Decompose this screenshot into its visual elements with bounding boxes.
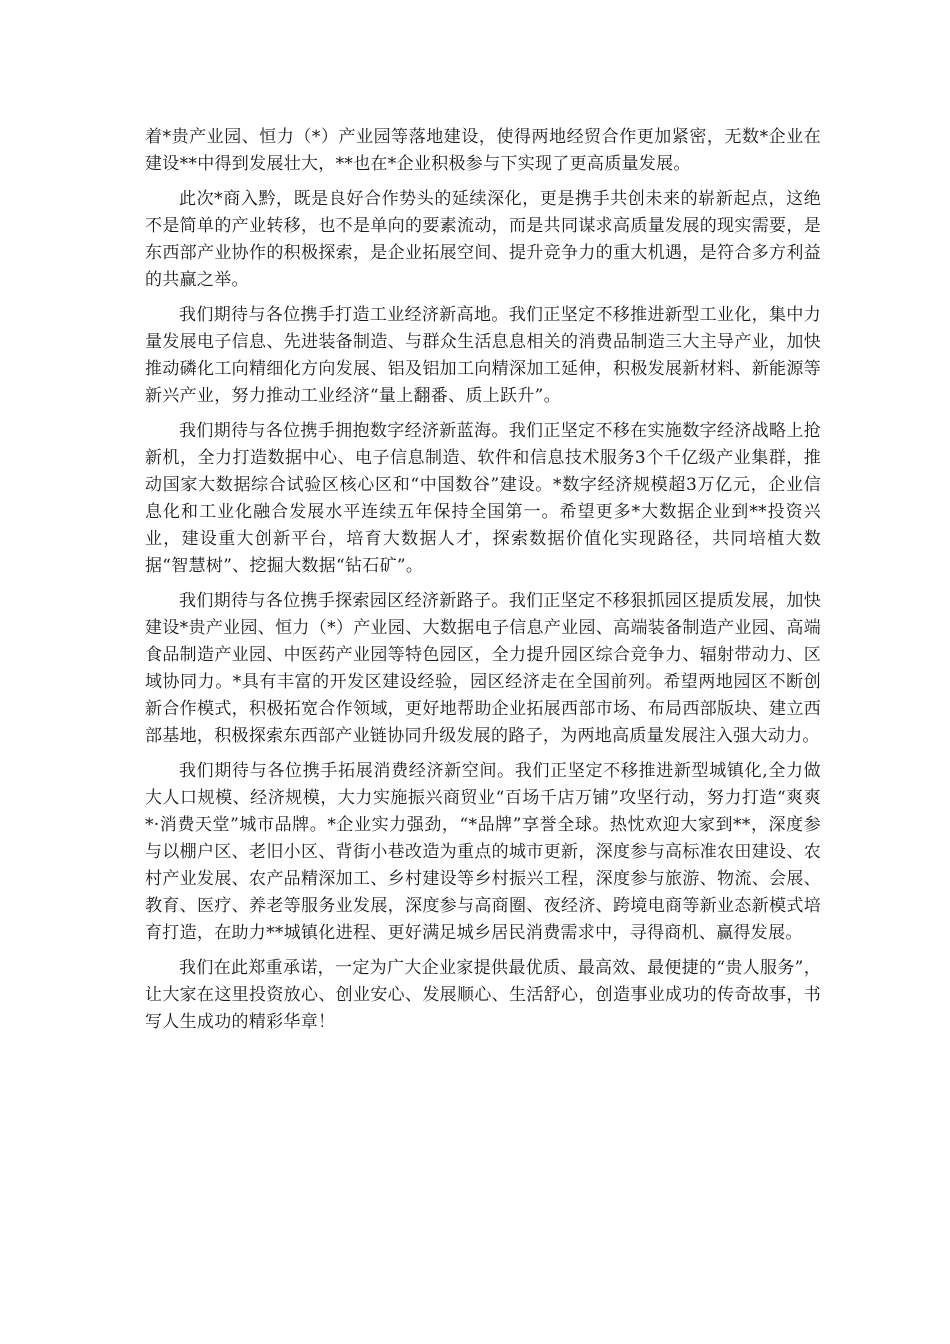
- paragraph-industrial-economy: 我们期待与各位携手打造工业经济新高地。我们正坚定不移推进新型工业化，集中力量发展电子信息、先进装备制造、与群众生活息息相关的消费品制造三大主导产业，加快推动磷化工向精细化方向发展、铝及铝加工向精深加工延伸，积极发展新材料、新能源等新兴产业，努力推动工业经济“量上翻番、质上跃升”。: [145, 305, 821, 406]
- paragraph-commitment: 我们在此郑重承诺，一定为广大企业家提供最优质、最高效、最便捷的“贵人服务”，让大家在这里投资放心、创业安心、发展顺心、生活舒心，创造事业成功的传奇故事，书写人生成功的精彩华章！: [145, 958, 821, 1032]
- paragraph-digital-economy: 我们期待与各位携手拥抱数字经济新蓝海。我们正坚定不移在实施数字经济战略上抢新机，全力打造数据中心、电子信息制造、软件和信息技术服务3个千亿级产业集群，推动国家大数据综合试验区核心区和“中国数谷”建设。*数字经济规模超3万亿元，企业信息化和工业化融合发展水平连续五年保持全国第一。希望更多*大数据企业到**投资兴业，建设重大创新平台，培育大数据人才，探索数据价值化实现路径，共同培植大数据“智慧树”、挖掘大数据“钻石矿”。: [145, 421, 821, 576]
- paragraph-park-economy: 我们期待与各位携手探索园区经济新路子。我们正坚定不移狠抓园区提质发展，加快建设*贵产业园、恒力（*）产业园、大数据电子信息产业园、高端装备制造产业园、高端食品制造产业园、中医药产业园等特色园区，全力提升园区综合竞争力、辐射带动力、区域协同力。*具有丰富的开发区建设经验，园区经济走在全国前列。希望两地园区不断创新合作模式，积极拓宽合作领域，更好地帮助企业拓展西部市场、布局西部版块、建立西部基地，积极探索东西部产业链协同升级发展的路子，为两地高质量发展注入强大动力。: [145, 591, 821, 746]
- paragraph-consumer-economy: 我们期待与各位携手拓展消费经济新空间。我们正坚定不移推进新型城镇化,全力做大人口规模、经济规模，大力实施振兴商贸业“百场千店万铺”攻坚行动，努力打造“爽爽*·消费天堂”城市品牌。*企业实力强劲，“*品牌”享誉全球。热忱欢迎大家到**，深度参与以棚户区、老旧小区、背街小巷改造为重点的城市更新，深度参与高标准农田建设、农村产业发展、农产品精深加工、乡村建设等乡村振兴工程，深度参与旅游、物流、会展、教育、医疗、养老等服务业发展，深度参与高商圈、夜经济、跨境电商等新业态新模式培育打造，在助力**城镇化进程、更好满足城乡居民消费需求中，寻得商机、赢得发展。: [145, 761, 821, 943]
- paragraph-continued: 着*贵产业园、恒力（*）产业园等落地建设，使得两地经贸合作更加紧密，无数*企业在建设**中得到发展壮大，**也在*企业积极参与下实现了更高质量发展。: [145, 127, 821, 174]
- paragraph-cooperation: 此次*商入黔，既是良好合作势头的延续深化，更是携手共创未来的崭新起点，这绝不是简单的产业转移，也不是单向的要素流动，而是共同谋求高质量发展的现实需要，是东西部产业协作的积极探索，是企业拓展空间、提升竞争力的重大机遇，是符合多方利益的共赢之举。: [145, 189, 821, 290]
- document-body: [145, 124, 821, 1044]
